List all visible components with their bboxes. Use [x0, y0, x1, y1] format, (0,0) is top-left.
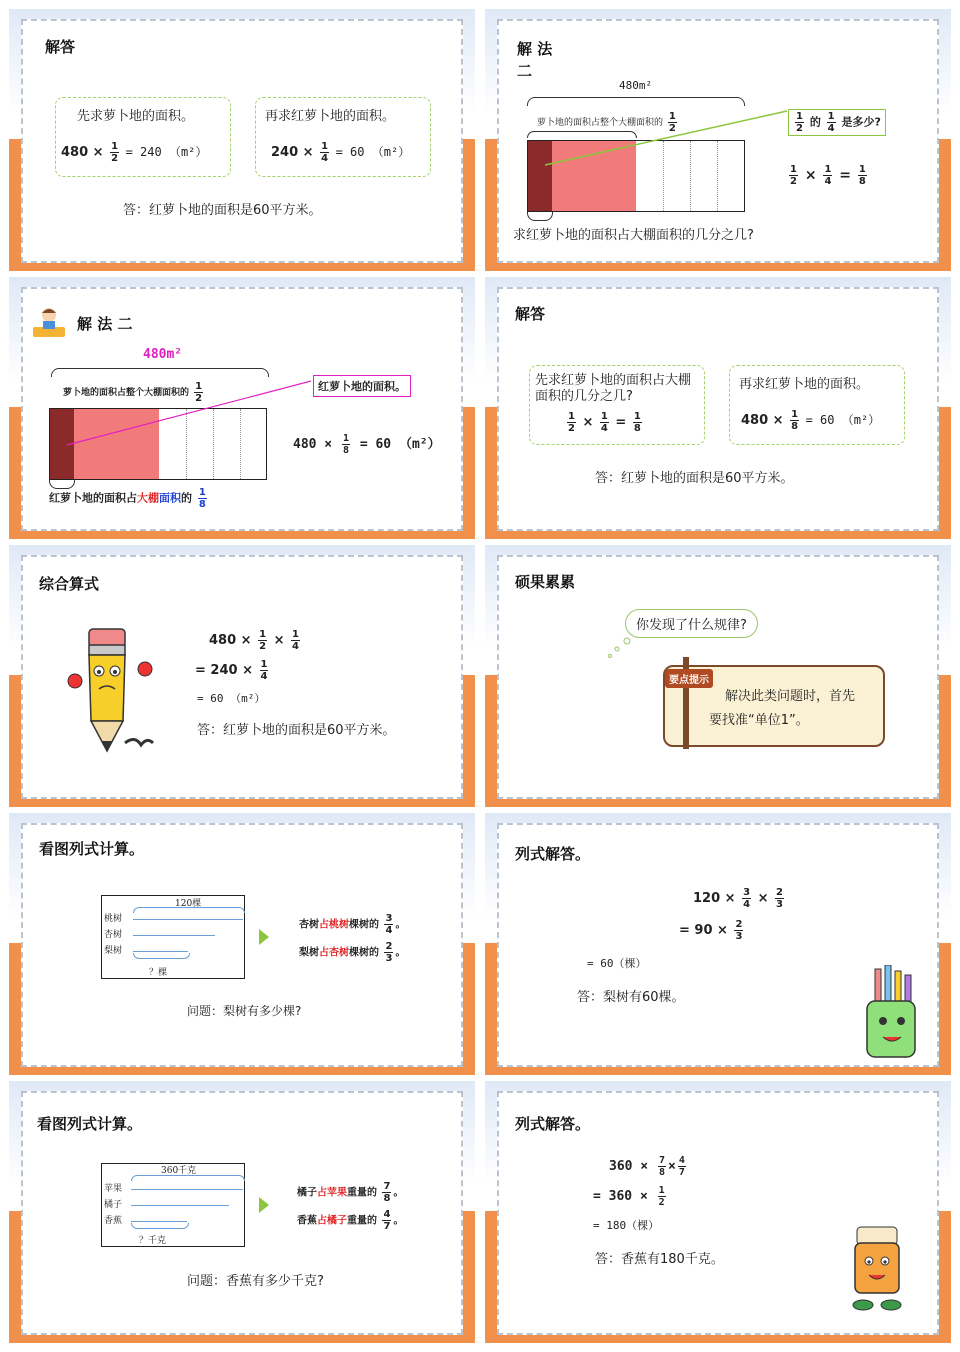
- tip-line-2: 要找准“单位1”。: [709, 713, 809, 728]
- sign-label: 要点提示: [665, 669, 713, 688]
- step-label: 先求萝卜地的面积。: [77, 109, 195, 124]
- slide-title: 列式解答。: [515, 1115, 591, 1133]
- equation: 480 × $\frac{1}{8}$ = 60 （m²）: [741, 409, 881, 432]
- row-line: [131, 1189, 243, 1190]
- slide-4[interactable]: [485, 277, 951, 539]
- row-line: [133, 919, 243, 920]
- row-label: 桃树: [104, 914, 123, 924]
- equation-line-2: = 360 × $\frac{1}{2}$: [593, 1185, 665, 1208]
- slide-title: 看图列式计算。: [39, 840, 145, 858]
- eraser-character-icon: [841, 1221, 913, 1313]
- row-line: [131, 1221, 187, 1222]
- pencil-cup-icon: [855, 965, 927, 1065]
- equation-line-3: = 60（棵）: [587, 957, 647, 970]
- slide-10[interactable]: [485, 1081, 951, 1343]
- slide-title: 解 法 二: [77, 315, 133, 333]
- arrow-icon: [259, 1197, 269, 1213]
- row-label: 苹果: [104, 1184, 123, 1194]
- answer-text: 答：香蕉有180千克。: [595, 1252, 724, 1267]
- diagram-question: ？棵: [149, 968, 168, 978]
- conclusion-text: 红萝卜地的面积占大棚面积的 $\frac{1}{8}$: [49, 487, 206, 510]
- equation: 240 × $\frac{1}{4}$ = 60 （m²）: [271, 141, 411, 164]
- condition-1: 橘子占苹果重量的 $\frac{7}{8}$ 。: [297, 1181, 404, 1204]
- row-label: 杏树: [104, 930, 123, 940]
- answer-text: 答：红萝卜地的面积是60平方米。: [595, 471, 794, 486]
- question-text: 求红萝卜地的面积占大棚面积的几分之几?: [513, 228, 754, 243]
- thought-bubble: 你发现了什么规律?: [625, 609, 758, 638]
- slide-title-line2: 二: [517, 62, 533, 80]
- slide-title: 解答: [45, 38, 76, 56]
- answer-text: 答：梨树有60棵。: [577, 990, 685, 1005]
- step-label: 再求红萝卜地的面积。: [265, 109, 396, 124]
- equation: 480 × $\frac{1}{2}$ = 240 （m²）: [61, 141, 208, 164]
- equation-line-2: = 90 × $\frac{2}{3}$: [679, 919, 743, 942]
- slide-2[interactable]: [485, 9, 951, 271]
- total-label: 480m²: [619, 79, 653, 92]
- slide-title: 解 法: [517, 40, 553, 58]
- slide-9[interactable]: [9, 1081, 475, 1343]
- callout-box: $\frac{1}{2}$ 的 $\frac{1}{4}$ 是多少?: [788, 109, 886, 136]
- slide-title: 硕果累累: [515, 573, 576, 591]
- equation: 480 × $\frac{1}{8}$ = 60 （m²）: [293, 433, 441, 456]
- pencil-character-icon: [65, 625, 157, 761]
- answer-text: 答：红萝卜地的面积是60平方米。: [197, 723, 396, 738]
- slide-title: 综合算式: [39, 575, 100, 593]
- total-label: 480m²: [143, 347, 183, 362]
- equation: $\frac{1}{2}$ × $\frac{1}{4}$ = $\frac{1}{8}$: [568, 411, 641, 434]
- total-brace: [131, 1175, 245, 1181]
- slide-5[interactable]: [9, 545, 475, 807]
- equation-line-3: = 60 （m²）: [197, 692, 266, 705]
- row-line: [133, 951, 188, 952]
- bubble-dots: [605, 637, 635, 661]
- equation-line-3: = 180（棵）: [593, 1219, 660, 1232]
- diagram-total: 360千克: [161, 1166, 197, 1176]
- question-text: 问题：香蕉有多少千克?: [187, 1274, 324, 1289]
- question-brace: [133, 953, 190, 959]
- row-line: [133, 935, 215, 936]
- question-text: 问题：梨树有多少棵?: [187, 1004, 302, 1018]
- slide-1[interactable]: [9, 9, 475, 271]
- row-label: 梨树: [104, 946, 123, 956]
- row-line: [131, 1205, 229, 1206]
- slide-title: 看图列式计算。: [37, 1115, 143, 1133]
- slide-8[interactable]: [485, 813, 951, 1075]
- equation: $\frac{1}{2}$ × $\frac{1}{4}$ = $\frac{1}{8}$: [790, 164, 866, 187]
- total-brace: [133, 907, 245, 913]
- brace-label: 萝卜地的面积占整个大棚面积的 $\frac{1}{2}$: [537, 111, 676, 134]
- equation-line-1: 360 × $\frac{7}{8}$ × $\frac{4}{7}$: [609, 1155, 685, 1178]
- slide-title: 解答: [515, 305, 546, 323]
- diagram-total: 120棵: [175, 899, 202, 909]
- row-label: 香蕉: [104, 1216, 123, 1226]
- condition-2: 香蕉占橘子重量的 $\frac{4}{7}$ 。: [297, 1209, 404, 1232]
- step-label: 先求红萝卜地的面积占大棚面积的几分之几?: [535, 373, 692, 404]
- slide-6[interactable]: [485, 545, 951, 807]
- slide-7[interactable]: [9, 813, 475, 1075]
- equation-line-2: = 240 × $\frac{1}{4}$: [195, 659, 268, 682]
- brace-label: 萝卜地的面积占整个大棚面积的 $\frac{1}{2}$: [63, 381, 203, 404]
- step-label: 再求红萝卜地的面积。: [739, 377, 870, 392]
- condition-2: 梨树占杏树棵树的 $\frac{2}{3}$ 。: [299, 941, 406, 964]
- callout-box: 红萝卜地的面积。: [313, 375, 411, 397]
- slide-3[interactable]: [9, 277, 475, 539]
- question-brace: [131, 1223, 189, 1229]
- condition-1: 杏树占桃树棵树的 $\frac{3}{4}$ 。: [299, 913, 406, 936]
- row-label: 橘子: [104, 1200, 123, 1210]
- slide-title: 列式解答。: [515, 845, 591, 863]
- diagram-question: ？千克: [139, 1236, 167, 1246]
- tip-line-1: 解决此类问题时，首先: [725, 689, 856, 704]
- equation-line-1: 480 × $\frac{1}{2}$ × $\frac{1}{4}$: [209, 629, 299, 652]
- arrow-icon: [259, 929, 269, 945]
- equation-line-1: 120 × $\frac{3}{4}$ × $\frac{2}{3}$: [693, 887, 783, 910]
- answer-text: 答：红萝卜地的面积是60平方米。: [123, 203, 322, 218]
